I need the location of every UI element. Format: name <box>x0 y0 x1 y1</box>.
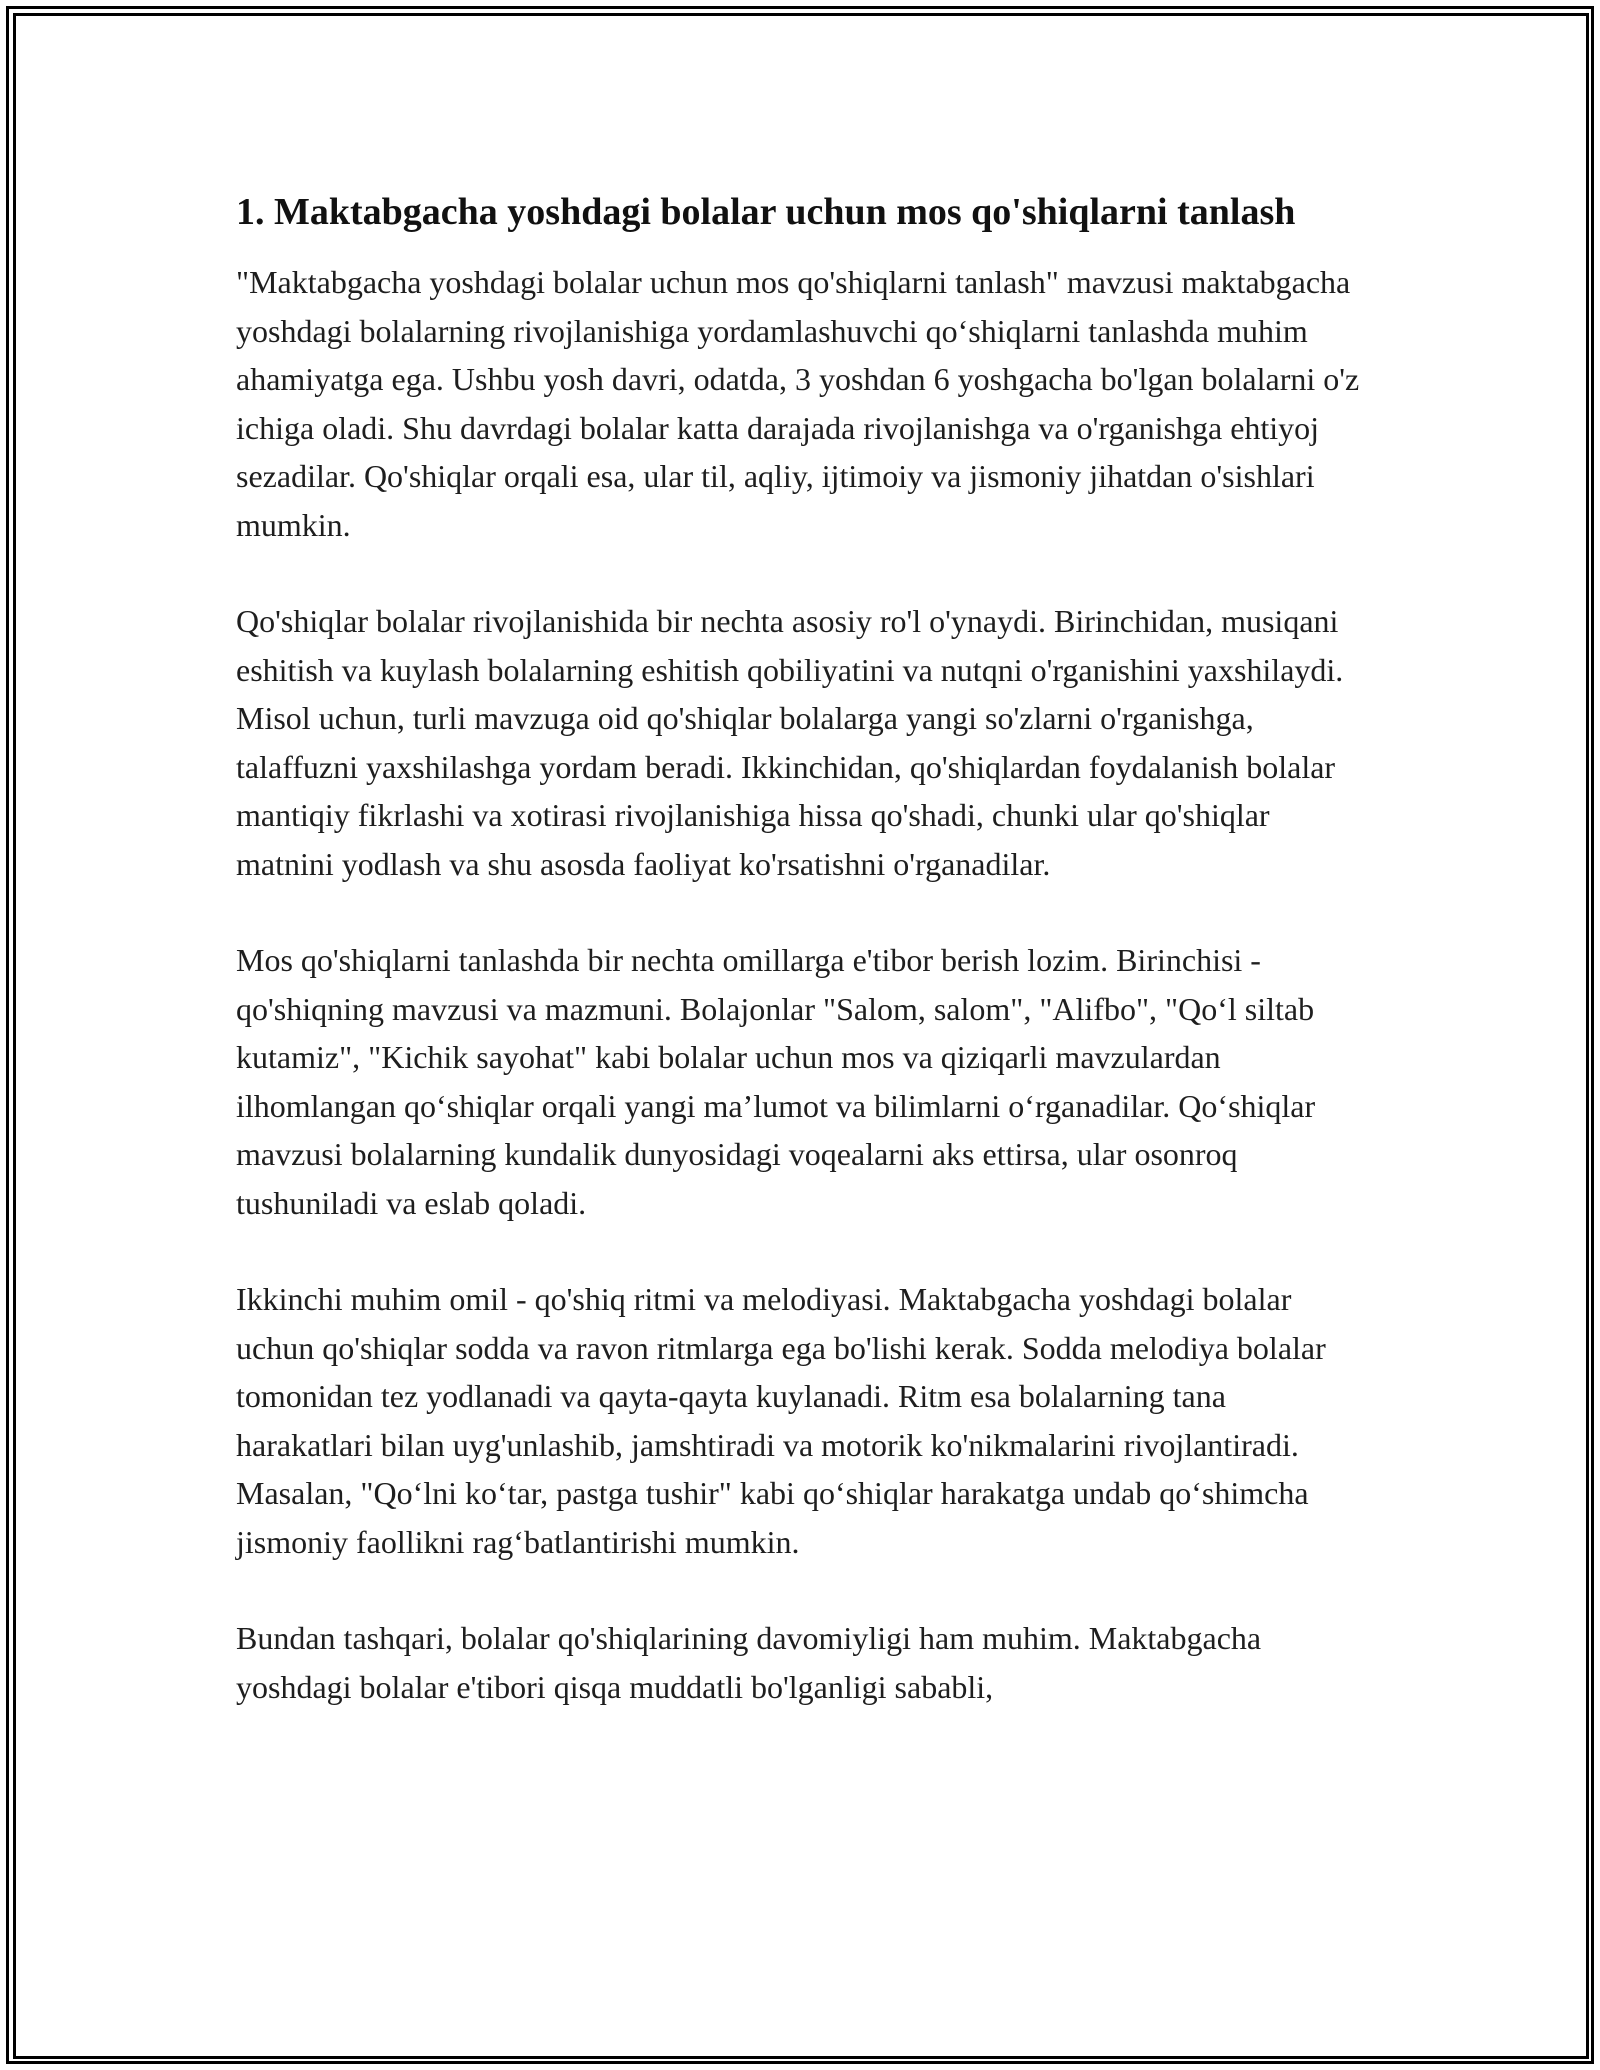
paragraph-1: "Maktabgacha yoshdagi bolalar uchun mos qo'shiqlarni tanlash" mavzusi maktabgacha yoshdagi bolalarning rivojlanishiga yordamlashuvchi qo‘shiqlarni tanlashda muhim ahamiyatga ega. Ushbu yosh davri, odatda, 3 yoshdan 6 yoshgacha bo'lgan bolalarni o'z ichiga oladi. Shu davrdagi bolalar katta darajada rivojlanishga va o'rganishga ehtiyoj sezadilar. Qo'shiqlar orqali esa, ular til, aqliy, ijtimoiy va jismoniy jihatdan o'sishlari mumkin. <box>236 264 1360 543</box>
document-body <box>236 185 1366 1759</box>
paragraph-3: Mos qo'shiqlarni tanlashda bir nechta omillarga e'tibor berish lozim. Birinchisi - qo'shiqning mavzusi va mazmuni. Bolajonlar "Salom, salom", "Alifbo", "Qo‘l siltab kutamiz", "Kichik sayohat" kabi bolalar uchun mos va qiziqarli mavzulardan ilhomlangan qo‘shiqlar orqali yangi ma’lumot va bilimlarni o‘rganadilar. Qo‘shiqlar mavzusi bolalarning kundalik dunyosidagi voqealarni aks ettirsa, ular osonroq tushuniladi va eslab qoladi. <box>236 942 1316 1221</box>
paragraph-4: Ikkinchi muhim omil - qo'shiq ritmi va melodiyasi. Maktabgacha yoshdagi bolalar uchun qo'shiqlar sodda va ravon ritmlarga ega bo'lishi kerak. Sodda melodiya bolalar tomonidan tez yodlanadi va qayta-qayta kuylanadi. Ritm esa bolalarning tana harakatlari bilan uyg'unlashib, jamshtiradi va motorik ko'nikmalarini rivojlantiradi. Masalan, "Qo‘lni ko‘tar, pastga tushir" kabi qo‘shiqlar harakatga undab qo‘shimcha jismoniy faollikni rag‘batlantirishi mumkin. <box>236 1281 1326 1560</box>
paragraph-5: Bundan tashqari, bolalar qo'shiqlarining davomiyligi ham muhim. Maktabgacha yoshdagi bolalar e'tibori qisqa muddatli bo'lganligi sababli, <box>236 1620 1262 1705</box>
paragraph-2: Qo'shiqlar bolalar rivojlanishida bir nechta asosiy ro'l o'ynaydi. Birinchidan, musiqani eshitish va kuylash bolalarning eshitish qobiliyatini va nutqni o'rganishini yaxshilaydi. Misol uchun, turli mavzuga oid qo'shiqlar bolalarga yangi so'zlarni o'rganishga, talaffuzni yaxshilashga yordam beradi. Ikkinchidan, qo'shiqlardan foydalanish bolalar mantiqiy fikrlashi va xotirasi rivojlanishiga hissa qo'shadi, chunki ular qo'shiqlar matnini yodlash va shu asosda faoliyat ko'rsatishni o'rganadilar. <box>236 603 1344 882</box>
section-heading: 1. Maktabgacha yoshdagi bolalar uchun mos qo'shiqlarni tanlash <box>236 191 1296 233</box>
